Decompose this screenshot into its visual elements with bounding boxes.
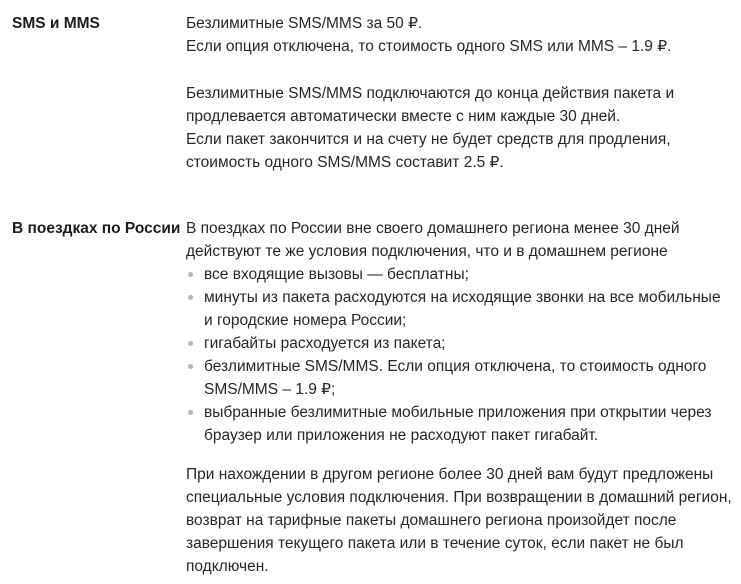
list-item-text: безлимитные SMS/MMS. Если опция отключена, то стоимость одного SMS/MMS – 1.9 ₽; [204,358,707,398]
list-item-text: гигабайты расходуется из пакета; [204,335,446,352]
sms-no-funds-paragraph: Если пакет закончится и на счету не будет средств для продления, стоимость одного SMS/MMS составит 2.5 ₽. [186,131,671,171]
bullet-icon [188,410,193,415]
travel-intro-paragraph: В поездках по России вне своего домашнего региона менее 30 дней действуют те же условия подключения, что и в домашнем регионе [186,220,680,260]
list-item [186,401,733,447]
list-item [186,332,733,355]
bullet-icon [188,341,193,346]
bullet-icon [188,295,193,300]
section-label-sms-mms: SMS и MMS [12,15,100,32]
sms-price-block [186,12,733,58]
list-item-text: минуты из пакета расходуются на исходящие звонки на все мобильные и городские номера России; [204,289,721,329]
bullet-icon [188,272,193,277]
sms-price-line: Безлимитные SMS/MMS за 50 ₽. [186,15,423,32]
sms-renewal-paragraph: Безлимитные SMS/MMS подключаются до конца действия пакета и продлевается автоматически вместе с ним каждые 30 дней. [186,85,675,125]
list-item [186,286,733,332]
travel-outro-paragraph: При нахождении в другом регионе более 30 дней вам будут предложены специальные условия подключения. При возвращении в домашний регион, возврат на тарифные пакеты домашнего региона произойдет после завершения текущего пакета или в течение суток, если пакет не был подключен. [186,466,732,575]
section-sms-mms [12,12,733,174]
travel-conditions-list [186,263,733,447]
section-label-travel-russia: В поездках по России [12,220,181,237]
list-item-text: выбранные безлимитные мобильные приложения при открытии через браузер или приложения не расходуют пакет гигабайт. [204,404,712,444]
bullet-icon [188,364,193,369]
list-item [186,355,733,401]
section-content-travel-russia [186,217,733,578]
sms-details-block [186,82,733,174]
section-content-sms-mms [186,12,733,174]
sms-disabled-price-line: Если опция отключена, то стоимость одного SMS или MMS – 1.9 ₽. [186,38,672,55]
list-item [186,263,733,286]
section-travel-russia [12,217,733,578]
list-item-text: все входящие вызовы — бесплатны; [204,266,469,283]
